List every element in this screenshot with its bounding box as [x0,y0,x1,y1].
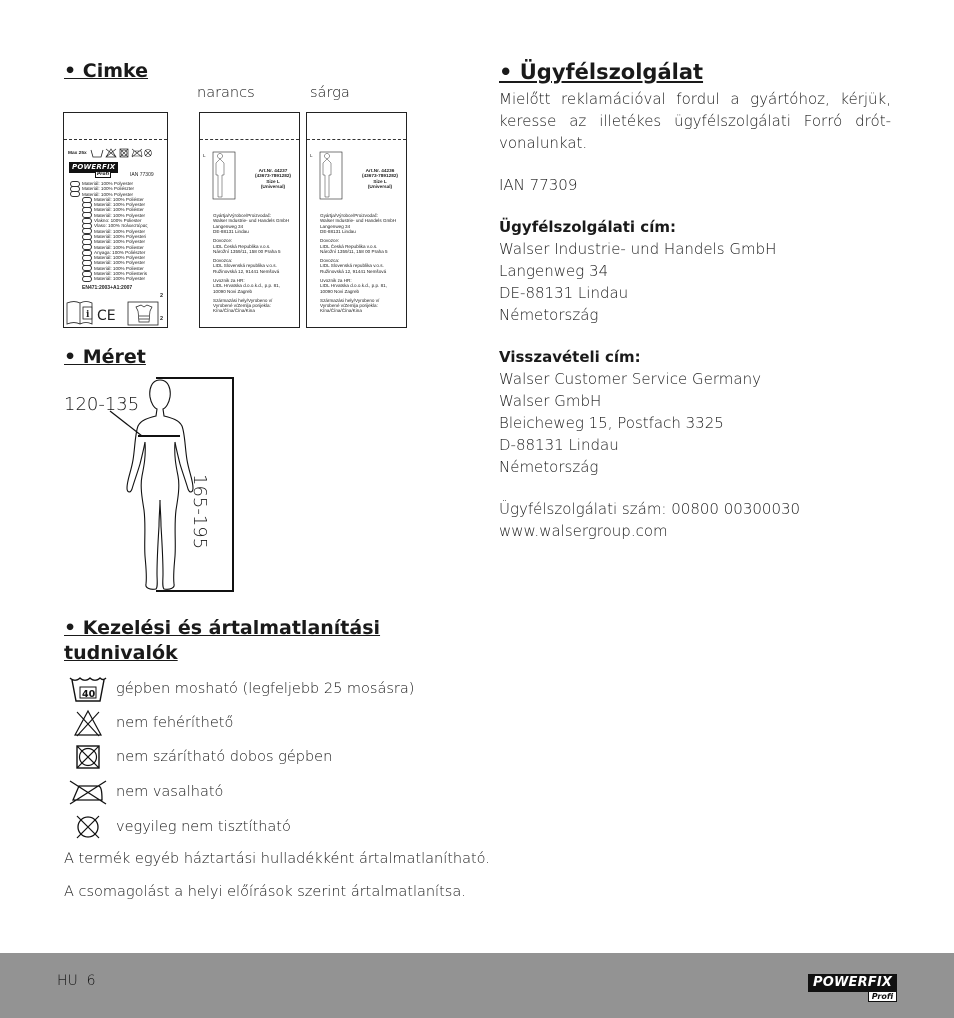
brand-logo-main: POWERFIX [808,974,897,992]
address-line: Vyrobené v/Zemlja porijekla: [320,303,378,309]
class-top: 2 [160,293,164,299]
care-item-iron [66,777,223,807]
care-section-title: • Kezelési és ártalmatlanítási tudnivalók [64,617,381,664]
material-text: Materiál: 100% Polyesteri [94,233,147,239]
address-line: Származási hely/Vyrobeno v/ [213,297,273,303]
service-intro: Mielőtt reklamációval fordul a gyártóhoz, kérjük, keresse az illetékes ügyfélszolgálati Forró drót-vonalunkat. [499,90,891,152]
label-brand-sub: Profi [97,172,110,177]
material-text: Materiál: 100% Polyester [94,228,146,234]
return-address-line: Walser Customer Service Germany [499,370,761,388]
address-line: Ružinovská 12, 91441 Nemšová [213,268,280,274]
return-address-label: Visszavételi cím: [499,348,641,366]
return-address-line: D-88131 Lindau [499,436,619,454]
address-line: LIDL Česká Republika v.o.s. [213,243,271,249]
svg-text:40: 40 [82,689,96,700]
address-line: DE-88131 Lindau [499,284,629,302]
address-line: Walser Industrie- und Handels GmbH [213,218,290,224]
care-item-wash [66,674,414,704]
address-line: LIDL Slovenská republika v.o.s. [213,263,277,269]
material-text: Materiál: 100% Polyester [82,191,134,197]
address-line: Uvoznik za HR: [213,277,245,283]
label-bottom-icons [64,299,167,327]
material-text: Materiál: 100% Poliéster [94,196,144,202]
material-text: Materiál: 100% Poliester [94,265,144,271]
address-line: DE-88131 Lindau [320,229,356,235]
address-line: Dovozce: [320,238,340,244]
address-line: Németország [499,306,599,324]
body-size-figure [100,370,240,595]
disposal-product: A termék egyéb háztartási hulladékként ártalmatlanítható. [64,851,490,867]
composition-label [63,112,168,328]
label-color-yellow: sárga [310,85,350,101]
return-address-line: Walser GmbH [499,392,602,410]
service-phone: Ügyfélszolgálati szám: 00800 00300030 [499,500,801,518]
care-symbols-mini-icon [90,148,152,158]
size-mark: L [310,153,313,158]
page-footer [0,953,954,1018]
address-line: LIDL Česká Republika v.o.s. [320,243,378,249]
material-text: Materiál: 100% Poliester [94,244,144,250]
care-iron-label: nem vasalható [116,784,224,800]
address-line: Langenweg 34 [320,223,351,229]
brand-logo [808,974,897,1002]
label-brand-logo: POWERFIX [69,162,118,173]
material-text: Materiál: 100% Polyester [94,255,146,261]
no-tumble-dry-icon [66,742,110,772]
return-address-line: Németország [499,458,599,476]
yellow-address-block [320,213,404,314]
service-website[interactable]: www.walsergroup.com [499,522,668,540]
address-line: Uvoznik za HR: [320,277,352,283]
address-line: Gyártja/Výrobce/Proizvodač: [320,213,379,218]
address-line: Vyrobené v/Zemlja porijekla: [213,303,271,309]
address-line: Dovozca: [213,258,233,264]
yellow-art-block: Art.Nr. 44236 (43673-7891282) Size L (Universal) [362,168,398,190]
material-text: Materiál: 100% Polyester [94,276,146,282]
material-text: Vlakno: 100% Poliester [94,218,142,224]
size-figure-mini-icon [206,151,246,201]
service-address-label: Ügyfélszolgálati cím: [499,218,676,236]
material-text: Vlaso: 100% πολυεστέρας [94,223,148,229]
orange-label [199,112,300,328]
chest-measure: 120-135 [64,394,140,415]
material-row [82,276,166,281]
service-column [499,60,891,542]
page-number: HU 6 [57,973,96,989]
care-item-bleach [66,708,233,738]
address-line: Származási hely/Vyrobeno v/ [320,297,380,303]
no-bleach-icon [66,708,110,738]
size-section-title: • Méret [64,346,146,368]
care-bleach-label: nem fehéríthető [116,715,234,731]
yellow-label [306,112,407,328]
address-line: Langenweg 34 [499,262,609,280]
country-flag-icon [82,276,92,282]
address-line: DE-88131 Lindau [213,229,249,235]
label-ian: IAN 77309 [130,172,154,178]
service-ian: IAN 77309 [499,176,578,194]
care-wash-label: gépben mosható (legfeljebb 25 mosásra) [116,681,415,697]
address-line: LIDL Slovenská republika v.o.s. [320,263,384,269]
address-line: Dovozca: [320,258,340,264]
brand-logo-sub: Profi [868,991,897,1002]
material-text: Materiál: 100% Polyester [94,202,146,208]
address-line: Gyártja/Výrobce/Proizvodač: [213,213,272,218]
material-text: Materiál: 100% Poliészter [82,186,135,192]
disposal-packaging: A csomagolást a helyi előírások szerint ártalmatlanítsa. [64,884,466,900]
materials-list [70,181,166,282]
no-dry-clean-icon [66,812,110,842]
care-item-dryclean [66,812,291,842]
address-line: Kína/Čína/Čína/Kina [320,308,362,314]
address-line: LIDL Hrvatska d.o.o.k.d., p.p. 81, [320,283,387,289]
country-flag-icon [70,191,80,197]
wash-40-icon [66,674,110,704]
care-item-tumble [66,742,332,772]
size-mark: L [203,153,206,158]
care-dryclean-label: vegyileg nem tisztítható [116,819,291,835]
svg-text:i: i [86,310,90,320]
class-bottom: 2 [160,316,164,322]
label-color-orange: narancs [197,85,255,101]
material-text: Materiál: 100% Poliéster [94,207,144,213]
material-text: Materiál: 100% Polyester [94,212,146,218]
label-section-title: • Cimke [64,60,149,82]
standard-text: EN471:2003+A1:2007 [82,285,133,291]
return-address-line: Bleicheweg 15, Postfach 3325 [499,414,724,432]
address-line: Walser Industrie- und Handels GmbH [499,240,777,258]
no-iron-icon [66,777,110,807]
care-tumble-label: nem szárítható dobos gépben [116,749,333,765]
address-line: LIDL Hrvatska d.o.o.k.d., p.p. 81, [213,283,280,289]
address-line: 10090 Novi Zagreb [213,288,253,294]
material-text: Materiál: 100% Poliesteris [94,271,148,276]
address-line: 10090 Novi Zagreb [320,288,360,294]
address-line: Nárožní 1359/11, 158 00 Praha 5 [320,249,388,255]
material-text: Anyaga: 100% Poliészter [94,249,146,255]
max-wash-count: Max 25x [68,151,87,156]
address-line: Walser Industrie- und Handels GmbH [320,218,397,224]
orange-address-block [213,213,297,314]
height-measure: 165-195 [189,474,210,550]
address-line: Nárožní 1359/11, 158 00 Praha 5 [213,249,281,255]
address-line: Dovozce: [213,238,233,244]
service-title: • Ügyfélszolgálat [499,60,704,84]
address-line: Langenweg 34 [213,223,244,229]
address-line: Ružinovská 12, 91441 Nemšová [320,268,387,274]
size-figure-mini-icon [313,151,353,201]
material-text: Materiál: 100% Polyester [94,260,146,266]
address-line: Kína/Čína/Čína/Kina [213,308,255,314]
material-text: Materiál: 100% Polyester [94,239,146,245]
material-text: Materiál: 100% Polyester [82,180,134,186]
orange-art-block: Art.Nr. 44237 (43673-7891282) Size L (Universal) [255,168,291,190]
svg-text:CE: CE [97,308,116,324]
